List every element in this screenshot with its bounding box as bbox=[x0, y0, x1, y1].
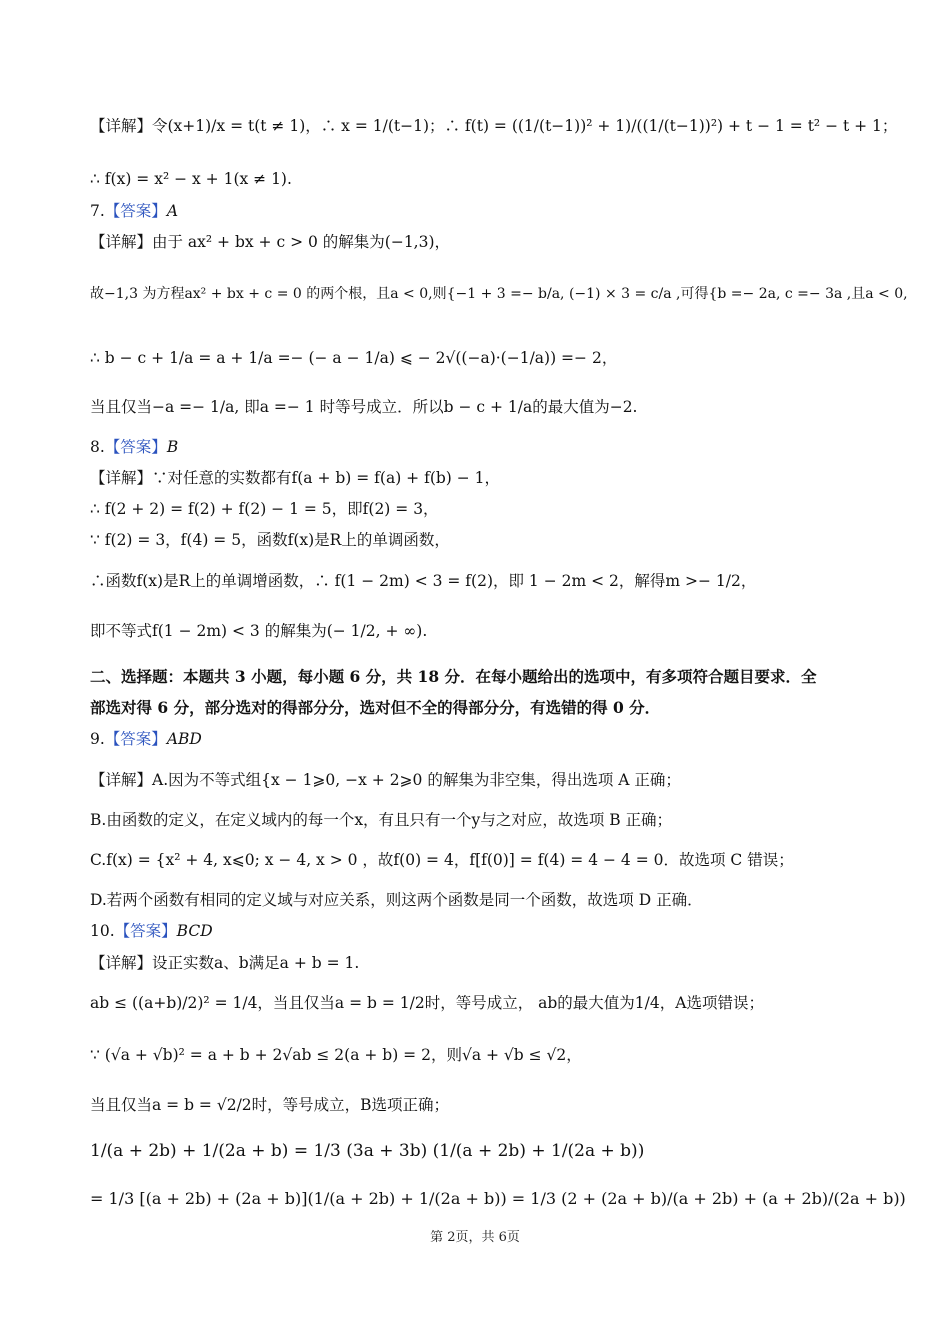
solution-line-6: ∴ b − c + 1/a = a + 1/a =− (− a − 1/a) ⩽ − 2√((−a)·(−1/a)) =− 2， bbox=[90, 349, 618, 367]
answer-value: A bbox=[166, 202, 179, 220]
solution-line-10: ∴ f(2 + 2) = f(2) + f(2) − 1 = 5，即f(2) = 3， bbox=[90, 500, 439, 518]
question-number: 10. bbox=[90, 922, 115, 940]
solution-line-23: 当且仅当a = b = √2/2时，等号成立，B选项正确； bbox=[90, 1096, 450, 1114]
solution-line-5: 故−1,3 为方程ax² + bx + c = 0 的两个根，且a < 0,则{−1 + 3 =− b/a, (−1) × 3 = c/a ,可得{b =− 2a, c =− 3a ,且a < 0, bbox=[90, 286, 908, 302]
solution-line-22: ∵ (√a + √b)² = a + b + 2√ab ≤ 2(a + b) = 2，则√a + √b ≤ √2， bbox=[90, 1046, 582, 1064]
question-number: 9. bbox=[90, 730, 105, 748]
solution-line-25: = 1/3 [(a + 2b) + (2a + b)](1/(a + 2b) + 1/(2a + b)) = 1/3 (2 + (2a + b)/(a + 2b) + (a + 2b)/(2a + b)) bbox=[90, 1189, 906, 1208]
solution-line-13: 即不等式f(1 − 2m) < 3 的解集为(− 1/2, + ∞). bbox=[90, 622, 428, 640]
solution-line-18: D.若两个函数有相同的定义域与对应关系，则这两个函数是同一个函数，故选项 D 正确． bbox=[90, 891, 703, 909]
answer-value: BCD bbox=[176, 922, 213, 940]
solution-line-9: 【详解】∵对任意的实数都有f(a + b) = f(a) + f(b) − 1， bbox=[90, 469, 501, 487]
solution-line-4: 【详解】由于 ax² + bx + c > 0 的解集为(−1,3)， bbox=[90, 233, 451, 251]
answer-7-line bbox=[90, 200, 178, 222]
solution-line-7: 当且仅当−a =− 1/a, 即a =− 1 时等号成立．所以b − c + 1/a的最大值为−2. bbox=[90, 398, 638, 416]
section-heading-line-1: 二、选择题：本题共 3 小题，每小题 6 分，共 18 分．在每小题给出的选项中，有多项符合题目要求．全 bbox=[90, 667, 817, 686]
solution-line-20: 【详解】设正实数a、b满足a + b = 1. bbox=[90, 954, 360, 972]
solution-line-1: 【详解】令(x+1)/x = t(t ≠ 1)，∴ x = 1/(t−1)；∴ f(t) = ((1/(t−1))² + 1)/((1/(t−1))²) + t − 1 = t² − t + 1； bbox=[90, 117, 898, 135]
question-number: 7. bbox=[90, 202, 105, 220]
solution-line-17: C.f(x) = {x² + 4, x⩽0; x − 4, x > 0 ，故f(0) = 4，f[f(0)] = f(4) = 4 − 4 = 0．故选项 C 错误； bbox=[90, 851, 794, 869]
answer-9-line bbox=[90, 728, 202, 750]
solution-line-2: ∴ f(x) = x² − x + 1(x ≠ 1). bbox=[90, 170, 292, 188]
solution-line-24: 1/(a + 2b) + 1/(2a + b) = 1/3 (3a + 3b) (1/(a + 2b) + 1/(2a + b)) bbox=[90, 1141, 645, 1161]
answer-8-line bbox=[90, 436, 178, 458]
answer-value: ABD bbox=[166, 730, 202, 748]
answer-label: 【答案】 bbox=[104, 730, 167, 748]
solution-line-12: ∴函数f(x)是R上的单调增函数，∴ f(1 − 2m) < 3 = f(2)，即 1 − 2m < 2，解得m >− 1/2， bbox=[90, 572, 757, 590]
answer-label: 【答案】 bbox=[114, 922, 177, 940]
answer-label: 【答案】 bbox=[104, 202, 167, 220]
solution-line-15: 【详解】A.因为不等式组{x − 1⩾0, −x + 2⩾0 的解集为非空集，得出选项 A 正确； bbox=[90, 771, 681, 789]
answer-10-line bbox=[90, 920, 213, 942]
solution-line-21: ab ≤ ((a+b)/2)² = 1/4，当且仅当a = b = 1/2时，等号成立， ab的最大值为1/4，A选项错误； bbox=[90, 994, 764, 1012]
answer-label: 【答案】 bbox=[104, 438, 167, 456]
section-heading-line-2: 部选对得 6 分，部分选对的得部分分，选对但不全的得部分分，有选错的得 0 分． bbox=[90, 698, 661, 717]
solution-line-11: ∵ f(2) = 3，f(4) = 5，函数f(x)是R上的单调函数， bbox=[90, 531, 450, 549]
solution-line-16: B.由函数的定义，在定义域内的每一个x，有且只有一个y与之对应，故选项 B 正确； bbox=[90, 811, 673, 829]
question-number: 8. bbox=[90, 438, 105, 456]
page-footer: 第 2页，共 6页 bbox=[430, 1230, 520, 1245]
answer-value: B bbox=[166, 438, 179, 456]
